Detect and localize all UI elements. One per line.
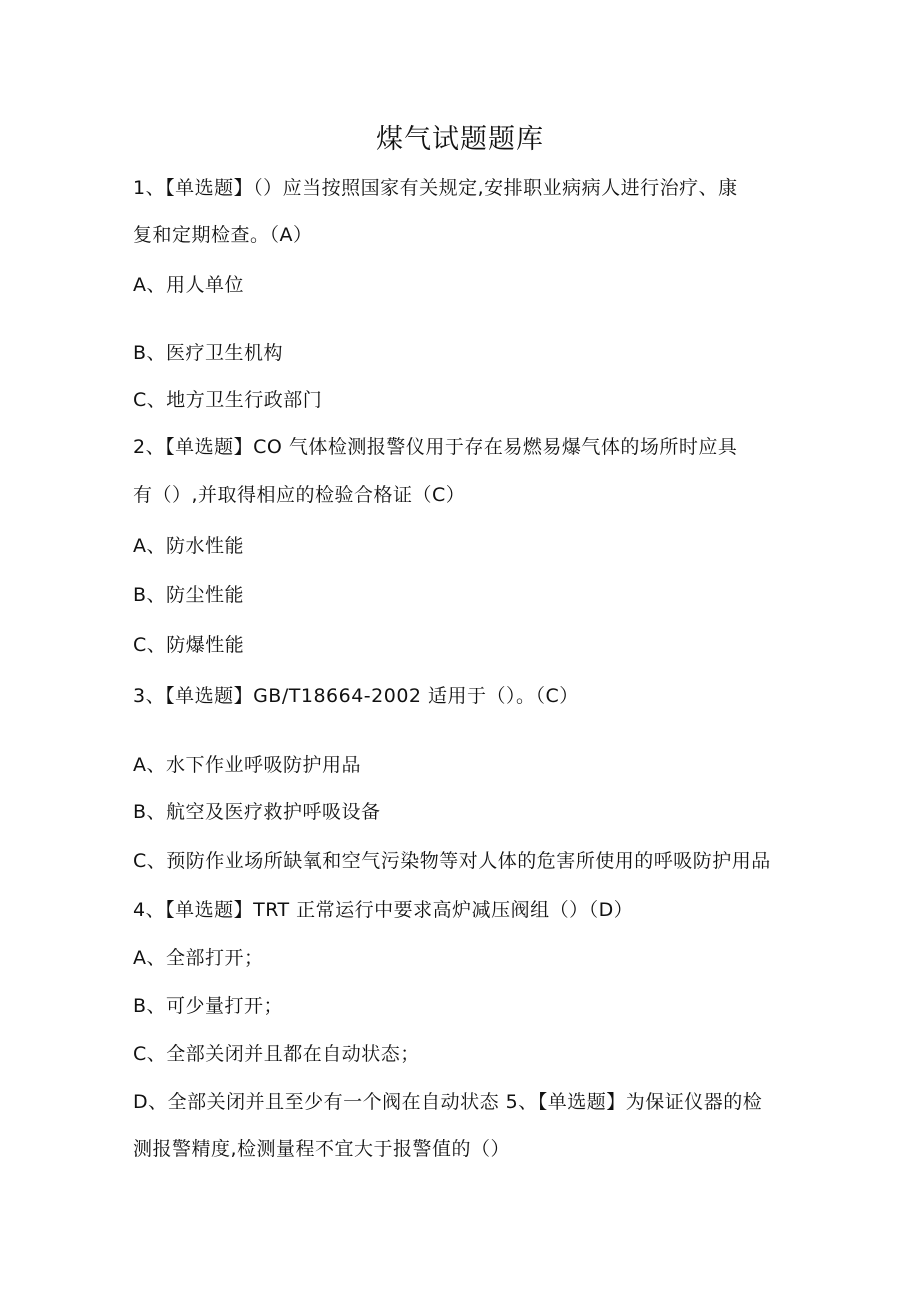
document-title: 煤气试题题库 [376, 124, 544, 155]
question-1-text-cont: 复和定期检查。（A） [133, 224, 313, 246]
question-2-option-b: B、防尘性能 [133, 584, 245, 606]
question-1-option-b: B、医疗卫生机构 [133, 342, 284, 364]
question-4-text: 4、【单选题】TRT 正常运行中要求高炉减压阀组（）（D） [133, 899, 634, 921]
question-1-option-c: C、地方卫生行政部门 [133, 389, 323, 411]
question-4-option-c: C、全部关闭并且都在自动状态； [133, 1043, 420, 1065]
question-3-option-a: A、水下作业呼吸防护用品 [133, 754, 361, 776]
question-2-text: 2、【单选题】CO 气体检测报警仪用于存在易燃易爆气体的场所时应具 [133, 436, 738, 458]
question-4-option-b: B、可少量打开； [133, 995, 284, 1017]
question-3-option-b: B、航空及医疗救护呼吸设备 [133, 801, 381, 823]
question-4-option-d: D、全部关闭并且至少有一个阀在自动状态 5、【单选题】为保证仪器的检 [133, 1091, 763, 1113]
question-3-option-c: C、预防作业场所缺氧和空气污染物等对人体的危害所使用的呼吸防护用品 [133, 850, 771, 872]
question-4-option-a: A、全部打开； [133, 947, 264, 969]
question-1-option-a: A、用人单位 [133, 274, 244, 296]
question-1-text: 1、【单选题】（）应当按照国家有关规定,安排职业病病人进行治疗、康 [133, 177, 738, 199]
question-2-option-c: C、防爆性能 [133, 634, 245, 656]
question-5-text-cont: 测报警精度,检测量程不宜大于报警值的（） [133, 1138, 511, 1160]
question-2-text-cont: 有（）,并取得相应的检验合格证（C） [133, 484, 466, 506]
question-2-option-a: A、防水性能 [133, 535, 244, 557]
question-3-text: 3、【单选题】GB/T18664-2002 适用于（）。（C） [133, 685, 579, 707]
